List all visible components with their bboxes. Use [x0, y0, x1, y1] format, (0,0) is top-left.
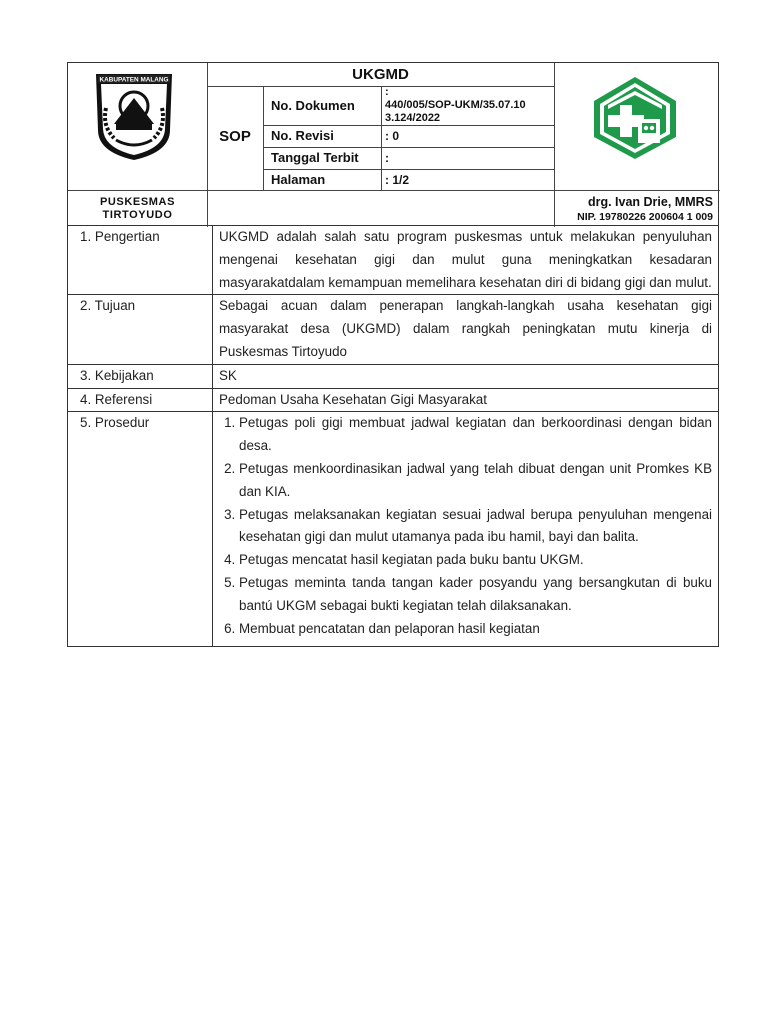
sop-document	[67, 62, 719, 647]
section-prosedur-cell	[213, 412, 719, 647]
field-value-tanggal-terbit: :	[385, 151, 389, 165]
sop-content-table	[67, 225, 719, 647]
org-name-line2: TIRTOYUDO	[102, 209, 173, 221]
section-text-referensi: Pedoman Usaha Kesehatan Gigi Masyarakat	[213, 388, 719, 412]
procedure-step: 2. Petugas menkoordinasikan jadwal yang telah dibuat dengan unit Promkes KB dan KIA.	[239, 458, 712, 504]
field-label-no-revisi: No. Revisi	[271, 128, 334, 143]
procedure-list	[219, 412, 712, 640]
table-row	[68, 412, 719, 647]
procedure-step: 3. Petugas melaksanakan kegiatan sesuai jadwal berupa penyuluhan mengenai kesehatan gigi dan mulut utamanya pada ibu hamil, bayi dan balita.	[239, 504, 712, 550]
procedure-step: 4. Petugas mencatat hasil kegiatan pada buku bantu UKGM.	[239, 549, 712, 572]
section-label-prosedur: 5. Prosedur	[68, 412, 213, 647]
emblem-caption: KABUPATEN MALANG	[99, 76, 169, 84]
section-label-tujuan: 2. Tujuan	[68, 295, 213, 364]
sop-label: SOP	[219, 128, 251, 145]
document-title: UKGMD	[352, 66, 409, 83]
table-row	[68, 364, 719, 388]
field-label-tanggal-terbit: Tanggal Terbit	[271, 150, 359, 165]
signer-nip: NIP. 19780226 200604 1 009	[577, 211, 713, 223]
section-text-tujuan: Sebagai acuan dalam penerapan langkah-langkah usaha kesehatan gigi masyarakat desa (UKGMD) dalam rangkah peningkatan mutu kinerja di Puskesmas Tirtoyudo	[213, 295, 719, 364]
signer-name: drg. Ivan Drie, MMRS	[587, 195, 713, 209]
kabupaten-malang-emblem-icon	[92, 68, 176, 162]
section-label-referensi: 4. Referensi	[68, 388, 213, 412]
field-value-no-revisi: : 0	[385, 129, 400, 143]
field-value-halaman: : 1/2	[385, 173, 410, 187]
sop-header	[67, 62, 719, 226]
procedure-step: 6. Membuat pencatatan dan pelaporan hasil kegiatan	[239, 618, 712, 641]
section-text-pengertian: UKGMD adalah salah satu program puskesmas untuk melakukan penyuluhan mengenai kesehatan gigi dan mulut guna meningkatkan kesadaran masyarakatdalam kemampuan memelihara kesehatan diri di bidang gigi dan mulut.	[213, 226, 719, 295]
field-value-no-dokumen-line2: 3.124/2022	[385, 112, 441, 124]
field-value-no-dokumen-line1: 440/005/SOP-UKM/35.07.10	[385, 99, 526, 111]
table-row	[68, 226, 719, 295]
puskesmas-logo-icon	[590, 75, 680, 161]
section-text-kebijakan: SK	[213, 364, 719, 388]
org-name-line1: PUSKESMAS	[99, 196, 176, 208]
table-row	[68, 295, 719, 364]
procedure-step: 1. Petugas poli gigi membuat jadwal kegiatan dan berkoordinasi dengan bidan desa.	[239, 412, 712, 458]
section-label-kebijakan: 3. Kebijakan	[68, 364, 213, 388]
field-value-no-dokumen-colon: :	[385, 86, 389, 98]
section-label-pengertian: 1. Pengertian	[68, 226, 213, 295]
table-row	[68, 388, 719, 412]
procedure-step: 5. Petugas meminta tanda tangan kader posyandu yang bersangkutan di buku bantú UKGM sebagai bukti kegiatan telah dilaksanakan.	[239, 572, 712, 618]
field-label-halaman: Halaman	[271, 172, 326, 187]
field-label-no-dokumen: No. Dokumen	[271, 98, 355, 113]
